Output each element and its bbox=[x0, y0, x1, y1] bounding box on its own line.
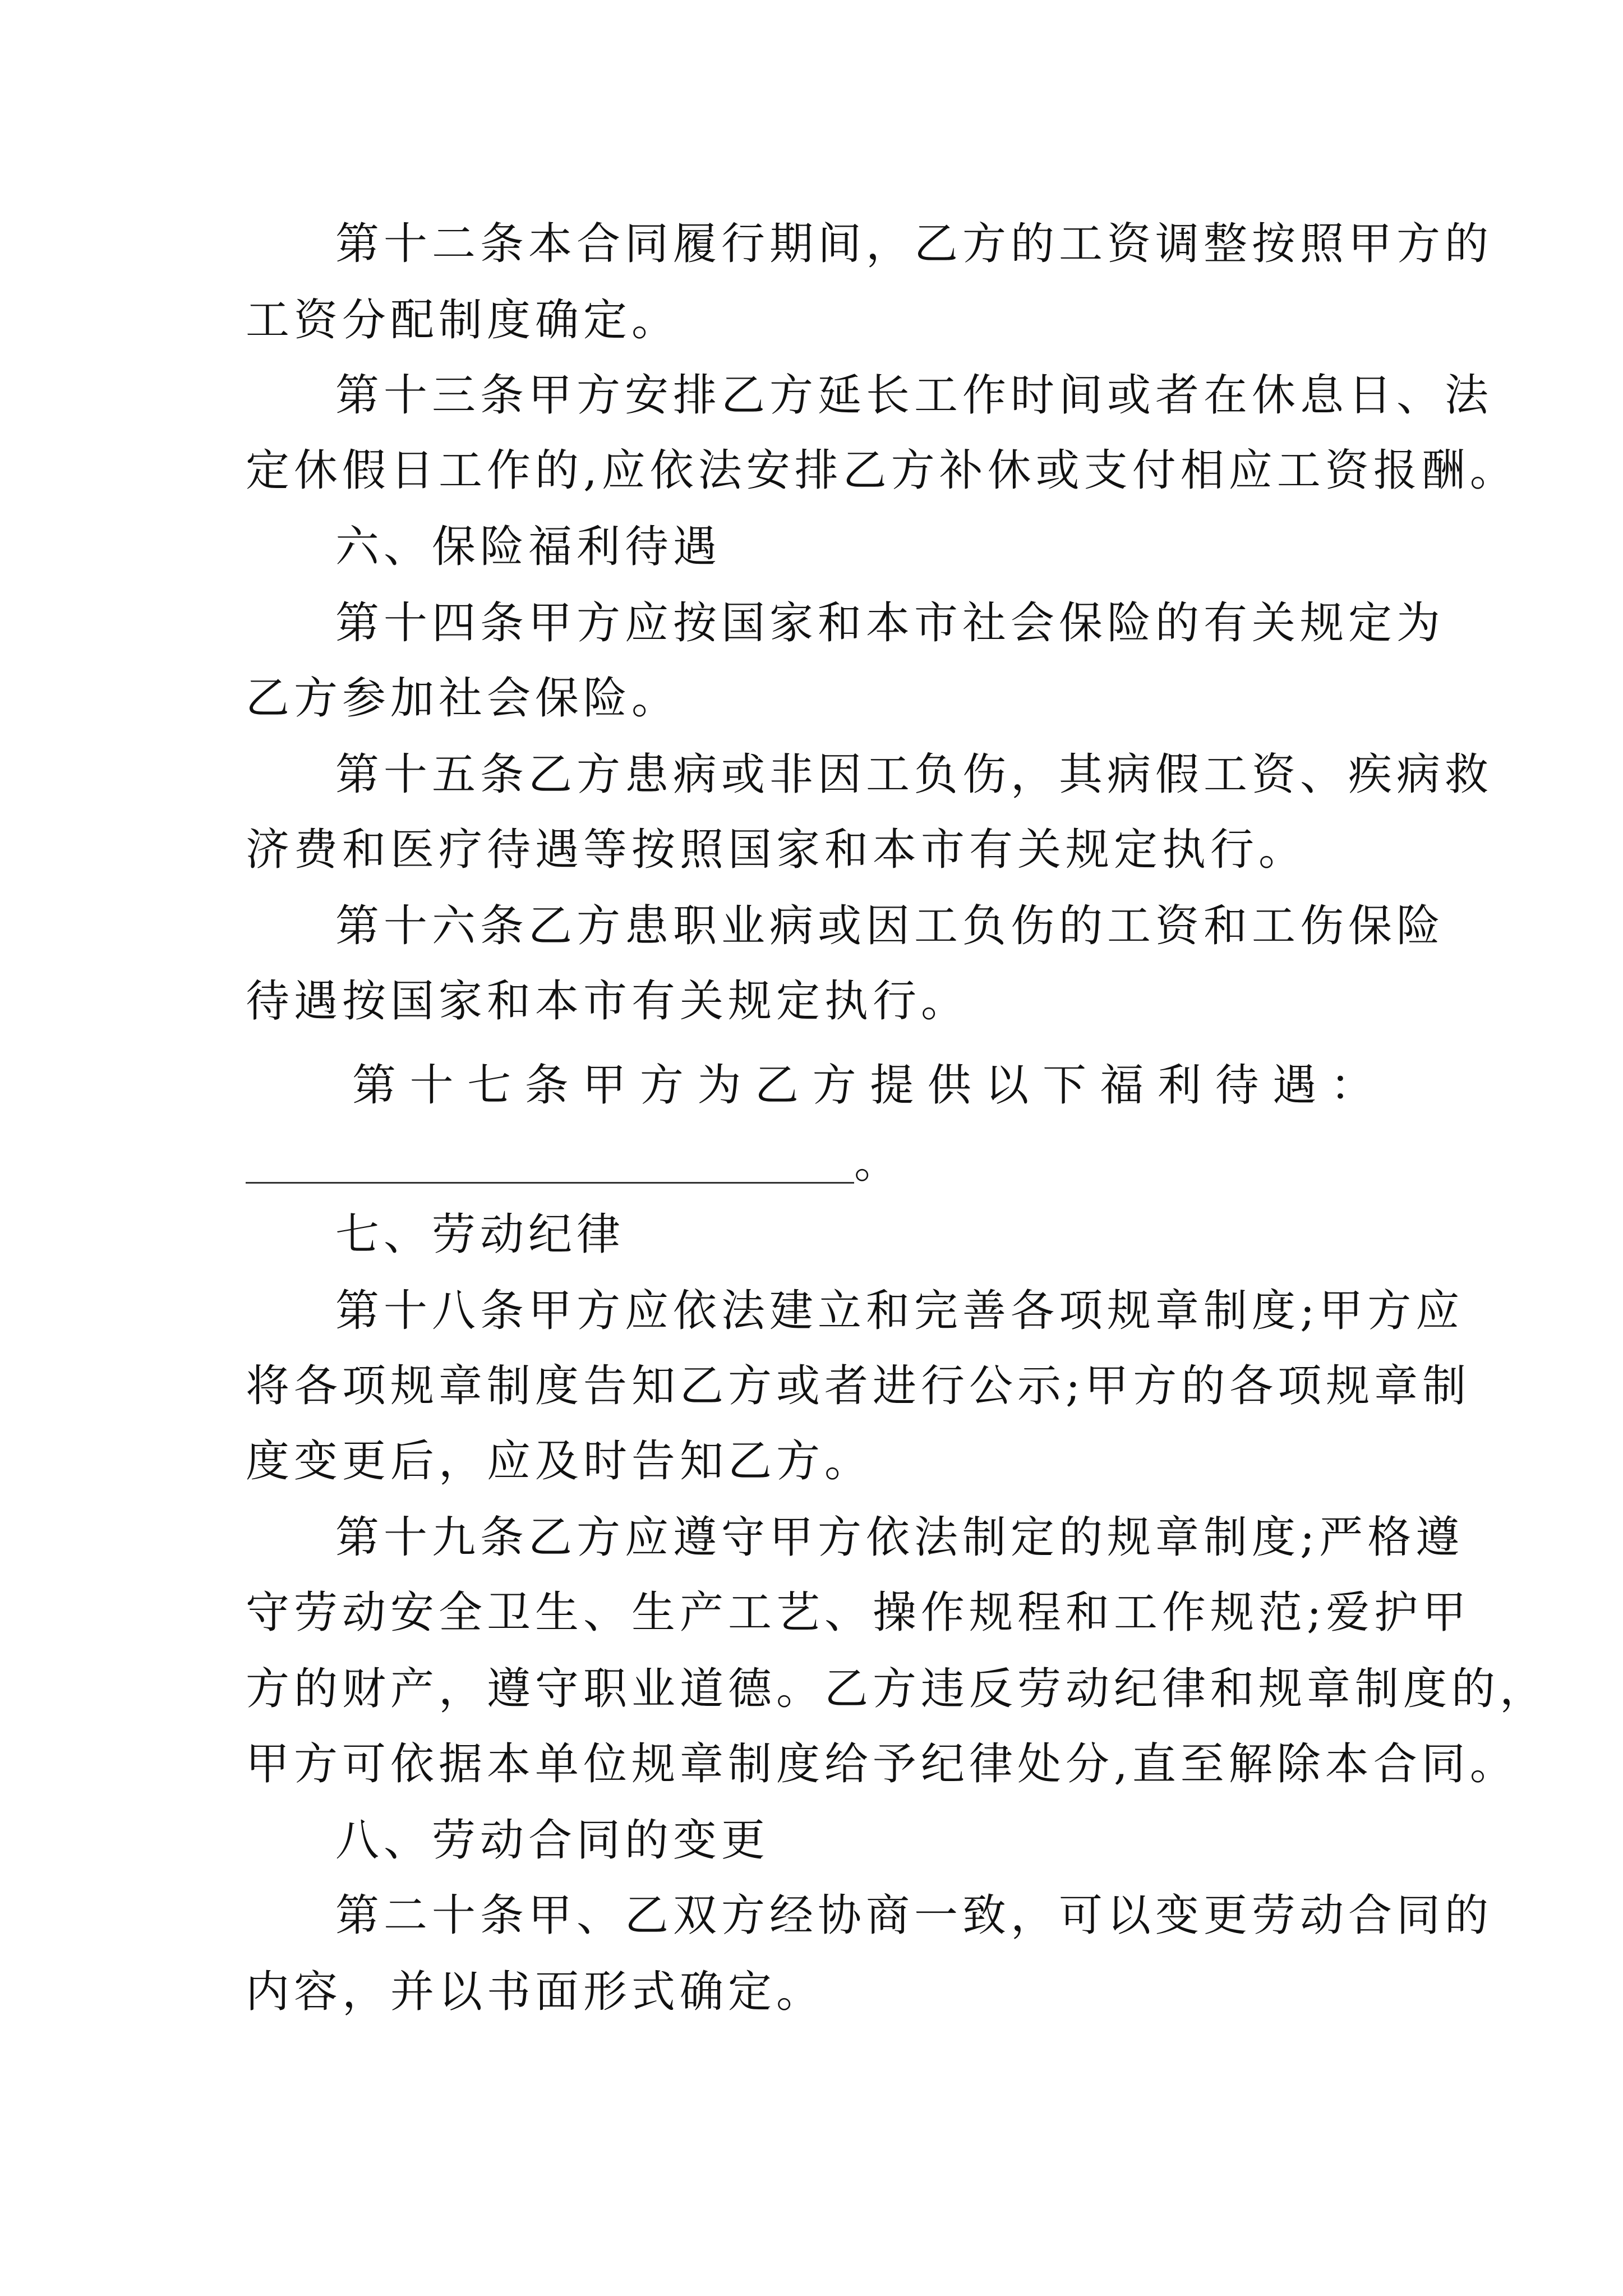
clause-18-line-1: 第十八条甲方应依法建立和完善各项规章制度;甲方应 bbox=[335, 1286, 1464, 1336]
clause-17-char: 条 bbox=[524, 1060, 573, 1111]
clause-17-char: 为 bbox=[697, 1060, 746, 1111]
clause-18-line-3: 度变更后，应及时告知乙方。 bbox=[246, 1436, 873, 1487]
clause-16-line-2: 待遇按国家和本市有关规定执行。 bbox=[246, 976, 970, 1027]
clause-17-blank-row bbox=[246, 1132, 898, 1194]
clause-17-char: 方 bbox=[812, 1060, 861, 1111]
fill-in-blank-line bbox=[246, 1182, 854, 1184]
clause-16-line-1: 第十六条乙方患职业病或因工负伤的工资和工伤保险 bbox=[335, 901, 1445, 951]
clause-19-line-3: 方的财产，遵守职业道德。乙方违反劳动纪律和规章制度的， bbox=[246, 1664, 1548, 1714]
clause-17-line-1 bbox=[352, 1055, 1378, 1116]
clause-15-line-1: 第十五条乙方患病或非因工负伤，其病假工资、疾病救 bbox=[335, 749, 1493, 800]
clause-14-line-1: 第十四条甲方应按国家和本市社会保险的有关规定为 bbox=[335, 598, 1445, 648]
clause-17-char: 提 bbox=[870, 1060, 919, 1111]
clause-18-line-2: 将各项规章制度告知乙方或者进行公示;甲方的各项规章制 bbox=[246, 1361, 1471, 1411]
clause-17-char: 第 bbox=[352, 1060, 401, 1111]
clause-17-char: 利 bbox=[1158, 1060, 1206, 1111]
clause-17-char: 方 bbox=[639, 1060, 688, 1111]
clause-17-char: 以 bbox=[985, 1060, 1034, 1111]
clause-17-char: 七 bbox=[467, 1060, 516, 1111]
clause-14-line-2: 乙方参加社会保险。 bbox=[246, 673, 680, 724]
clause-12-line-2: 工资分配制度确定。 bbox=[246, 295, 680, 346]
clause-17-char: 十 bbox=[409, 1060, 458, 1111]
clause-13-line-1: 第十三条甲方安排乙方延长工作时间或者在休息日、法 bbox=[335, 370, 1493, 421]
clause-20-line-2: 内容，并以书面形式确定。 bbox=[246, 1967, 825, 2017]
clause-17-char: 供 bbox=[927, 1060, 976, 1111]
clause-19-line-4: 甲方可依据本单位规章制度给予纪律处分,直至解除本合同。 bbox=[246, 1739, 1518, 1789]
section-8-heading: 八、劳动合同的变更 bbox=[335, 1815, 770, 1866]
clause-19-line-2: 守劳动安全卫生、生产工艺、操作规程和工作规范;爱护甲 bbox=[246, 1588, 1471, 1638]
clause-17-char: 福 bbox=[1100, 1060, 1149, 1111]
clause-17-char: ： bbox=[1330, 1060, 1378, 1111]
clause-15-line-2: 济费和医疗待遇等按照国家和本市有关规定执行。 bbox=[246, 825, 1307, 875]
clause-19-line-1: 第十九条乙方应遵守甲方依法制定的规章制度;严格遵 bbox=[335, 1512, 1464, 1563]
section-7-heading: 七、劳动纪律 bbox=[335, 1209, 625, 1260]
clause-20-line-1: 第二十条甲、乙双方经协商一致，可以变更劳动合同的 bbox=[335, 1890, 1493, 1941]
clause-17-char: 甲 bbox=[582, 1060, 631, 1111]
clause-17-char: 待 bbox=[1215, 1060, 1264, 1111]
blank-end-mark: 。 bbox=[854, 1138, 898, 1188]
section-6-heading: 六、保险福利待遇 bbox=[335, 522, 722, 572]
clause-17-char: 乙 bbox=[755, 1060, 804, 1111]
clause-13-line-2: 定休假日工作的,应依法安排乙方补休或支付相应工资报酬。 bbox=[246, 445, 1518, 496]
clause-12-line-1: 第十二条本合同履行期间，乙方的工资调整按照甲方的 bbox=[335, 219, 1493, 269]
clause-17-char: 下 bbox=[1042, 1060, 1091, 1111]
clause-17-char: 遇 bbox=[1272, 1060, 1321, 1111]
